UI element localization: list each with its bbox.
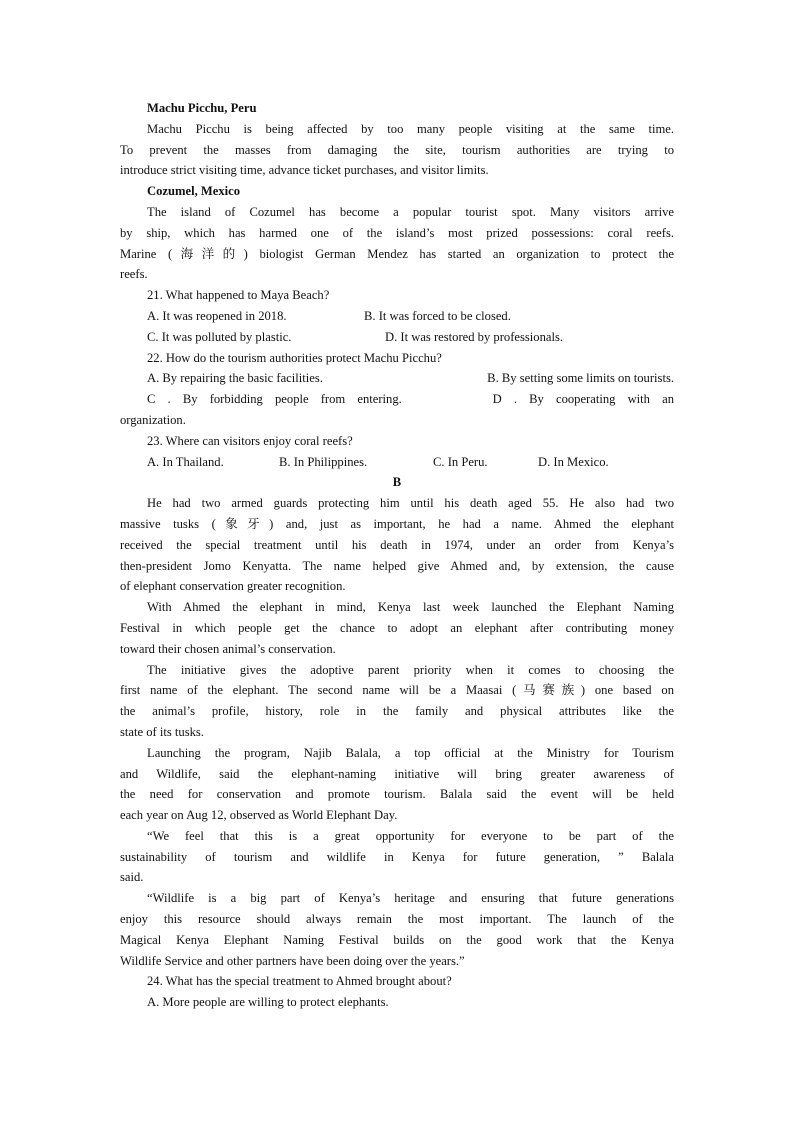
option-a: A. By repairing the basic facilities. <box>147 371 323 386</box>
paragraph-line: the need for conservation and promote tourism. Balala said the event will be held <box>120 787 674 802</box>
option-d: D. In Mexico. <box>538 454 609 469</box>
paragraph-line: each year on Aug 12, observed as World Elephant Day. <box>120 808 398 823</box>
paragraph-line: Magical Kenya Elephant Naming Festival builds on the good work that the Kenya <box>120 932 674 947</box>
paragraph-line: “We feel that this is a great opportunity for everyone to be part of the <box>147 828 674 843</box>
paragraph-line: then-president Jomo Kenyatta. The name helped give Ahmed and, by extension, the cause <box>120 558 674 573</box>
paragraph-line: The initiative gives the adoptive parent priority when it comes to choosing the <box>147 662 674 677</box>
option-row <box>120 452 674 473</box>
paragraph-line: enjoy this resource should always remain the most important. The launch of the <box>120 912 674 927</box>
paragraph-line: received the special treatment until his death in 1974, under an order from Kenya’s <box>120 537 674 552</box>
option-d: D. It was restored by professionals. <box>385 329 564 344</box>
paragraph-line: The island of Cozumel has become a popular tourist spot. Many visitors arrive <box>147 204 674 219</box>
section-label: B <box>392 475 402 490</box>
section-heading: Machu Picchu, Peru <box>147 101 257 115</box>
paragraph-line: introduce strict visiting time, advance ticket purchases, and visitor limits. <box>120 163 489 178</box>
question-stem: 24. What has the special treatment to Ahmed brought about? <box>147 974 452 989</box>
option-b: B. In Philippines. <box>279 454 368 469</box>
option-a: A. In Thailand. <box>147 454 224 469</box>
question-stem: 21. What happened to Maya Beach? <box>147 288 330 303</box>
paragraph-line: sustainability of tourism and wildlife in Kenya for future generation, ” Balala <box>120 849 674 864</box>
paragraph-line: massive tusks (象牙) and, just as important, he had a name. Ahmed the elephant <box>120 516 674 531</box>
option-b: B. By setting some limits on tourists. <box>487 371 674 386</box>
option-continuation: organization. <box>120 412 186 427</box>
paragraph-line: state of its tusks. <box>120 724 204 739</box>
paragraph-line: the animal’s profile, history, role in the family and physical attributes like the <box>120 704 674 719</box>
paragraph-line: Launching the program, Najib Balala, a top official at the Ministry for Tourism <box>147 745 674 760</box>
option-b: B. It was forced to be closed. <box>364 308 511 323</box>
paragraph-line: first name of the elephant. The second name will be a Maasai (马赛族) one based on <box>120 683 674 698</box>
option-d: D . By cooperating with an <box>492 392 674 407</box>
section-heading: Cozumel, Mexico <box>147 184 241 199</box>
paragraph-line: toward their chosen animal’s conservation. <box>120 641 336 656</box>
option-row <box>120 368 674 389</box>
paragraph-line: “Wildlife is a big part of Kenya’s heritage and ensuring that future generations <box>147 891 674 906</box>
option-c: C. It was polluted by plastic. <box>147 329 292 344</box>
paragraph-line: Wildlife Service and other partners have been doing over the years.” <box>120 953 465 968</box>
question-stem: 23. Where can visitors enjoy coral reefs? <box>147 433 353 448</box>
paragraph-line: With Ahmed the elephant in mind, Kenya last week launched the Elephant Naming <box>147 600 674 615</box>
paragraph-line: by ship, which has harmed one of the island’s most prized possessions: coral reefs. <box>120 225 674 240</box>
paragraph-line: said. <box>120 870 144 885</box>
option-c: C. In Peru. <box>433 454 488 469</box>
paragraph-line: Machu Picchu is being affected by too many people visiting at the same time. <box>147 121 674 136</box>
option-row <box>120 327 674 348</box>
paragraph-line: and Wildlife, said the elephant-naming initiative will bring greater awareness of <box>120 766 674 781</box>
option-row <box>120 389 674 410</box>
option-a: A. More people are willing to protect elephants. <box>147 995 389 1010</box>
paragraph-line: Festival in which people get the chance to adopt an elephant after contributing money <box>120 620 674 635</box>
paragraph-line: reefs. <box>120 267 148 282</box>
paragraph-line: He had two armed guards protecting him until his death aged 55. He also had two <box>147 496 674 511</box>
paragraph-line: To prevent the masses from damaging the site, tourism authorities are trying to <box>120 142 674 157</box>
option-a: A. It was reopened in 2018. <box>147 308 287 323</box>
paragraph-line: Marine (海洋的) biologist German Mendez has started an organization to protect the <box>120 246 674 261</box>
question-stem: 22. How do the tourism authorities protect Machu Picchu? <box>147 350 442 365</box>
document-page <box>120 98 674 1013</box>
option-c: C . By forbidding people from entering. <box>147 392 402 407</box>
option-row <box>120 306 674 327</box>
paragraph-line: of elephant conservation greater recognition. <box>120 579 346 594</box>
